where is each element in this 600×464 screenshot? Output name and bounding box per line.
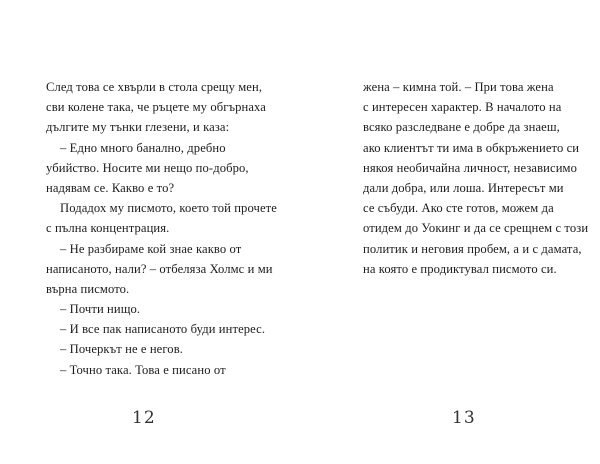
- text-line: – Почеркът не е негов.: [60, 342, 184, 357]
- text-line: върна писмото.: [46, 281, 130, 296]
- text-line: политик и неговия пробем, а и с дамата,: [363, 241, 582, 256]
- text-line: – Точно така. Това е писано от: [60, 362, 226, 377]
- text-line: всяко разследване е добре да знаеш,: [363, 120, 560, 135]
- page-number-right: 13: [452, 408, 476, 428]
- text-line: някоя необичайна личност, независимо: [363, 160, 578, 175]
- text-line: с пълна концентрация.: [46, 221, 170, 236]
- text-line: – Едно много банално, дребно: [60, 140, 226, 155]
- text-line: се събуди. Ако сте готов, можем да: [363, 201, 554, 216]
- text-line: дали добра, или лоша. Интересът ми: [363, 180, 564, 195]
- right-page-text: [363, 77, 600, 279]
- text-line: убийство. Носите ми нещо по-добро,: [46, 160, 249, 175]
- text-line: на която е продиктувал писмото си.: [363, 261, 557, 276]
- text-line: написаното, нали? – отбеляза Холмс и ми: [46, 261, 273, 276]
- text-line: сви колене така, че ръцете му обгърнаха: [46, 100, 266, 115]
- text-line: Подадох му писмото, което той прочете: [60, 201, 277, 216]
- text-line: – Не разбираме кой знае какво от: [60, 241, 242, 256]
- text-line: – Почти нищо.: [60, 302, 141, 317]
- text-line: – И все пак написаното буди интерес.: [60, 322, 266, 337]
- left-page-text: [46, 77, 286, 380]
- text-line: с интересен характер. В началото на: [363, 100, 562, 115]
- text-line: надявам се. Какво е то?: [46, 180, 175, 195]
- text-line: отидем до Уокинг и да се срещнем с този: [363, 221, 589, 236]
- text-line: След това се хвърли в стола срещу мен,: [46, 80, 263, 94]
- text-line: дългите му тънки глезени, и каза:: [46, 120, 230, 135]
- page-number-left: 12: [132, 408, 156, 428]
- text-line: ако клиентът ти има в обкръжението си: [363, 140, 580, 155]
- text-line: жена – кимна той. – При това жена: [363, 80, 554, 94]
- right-page: [300, 0, 600, 464]
